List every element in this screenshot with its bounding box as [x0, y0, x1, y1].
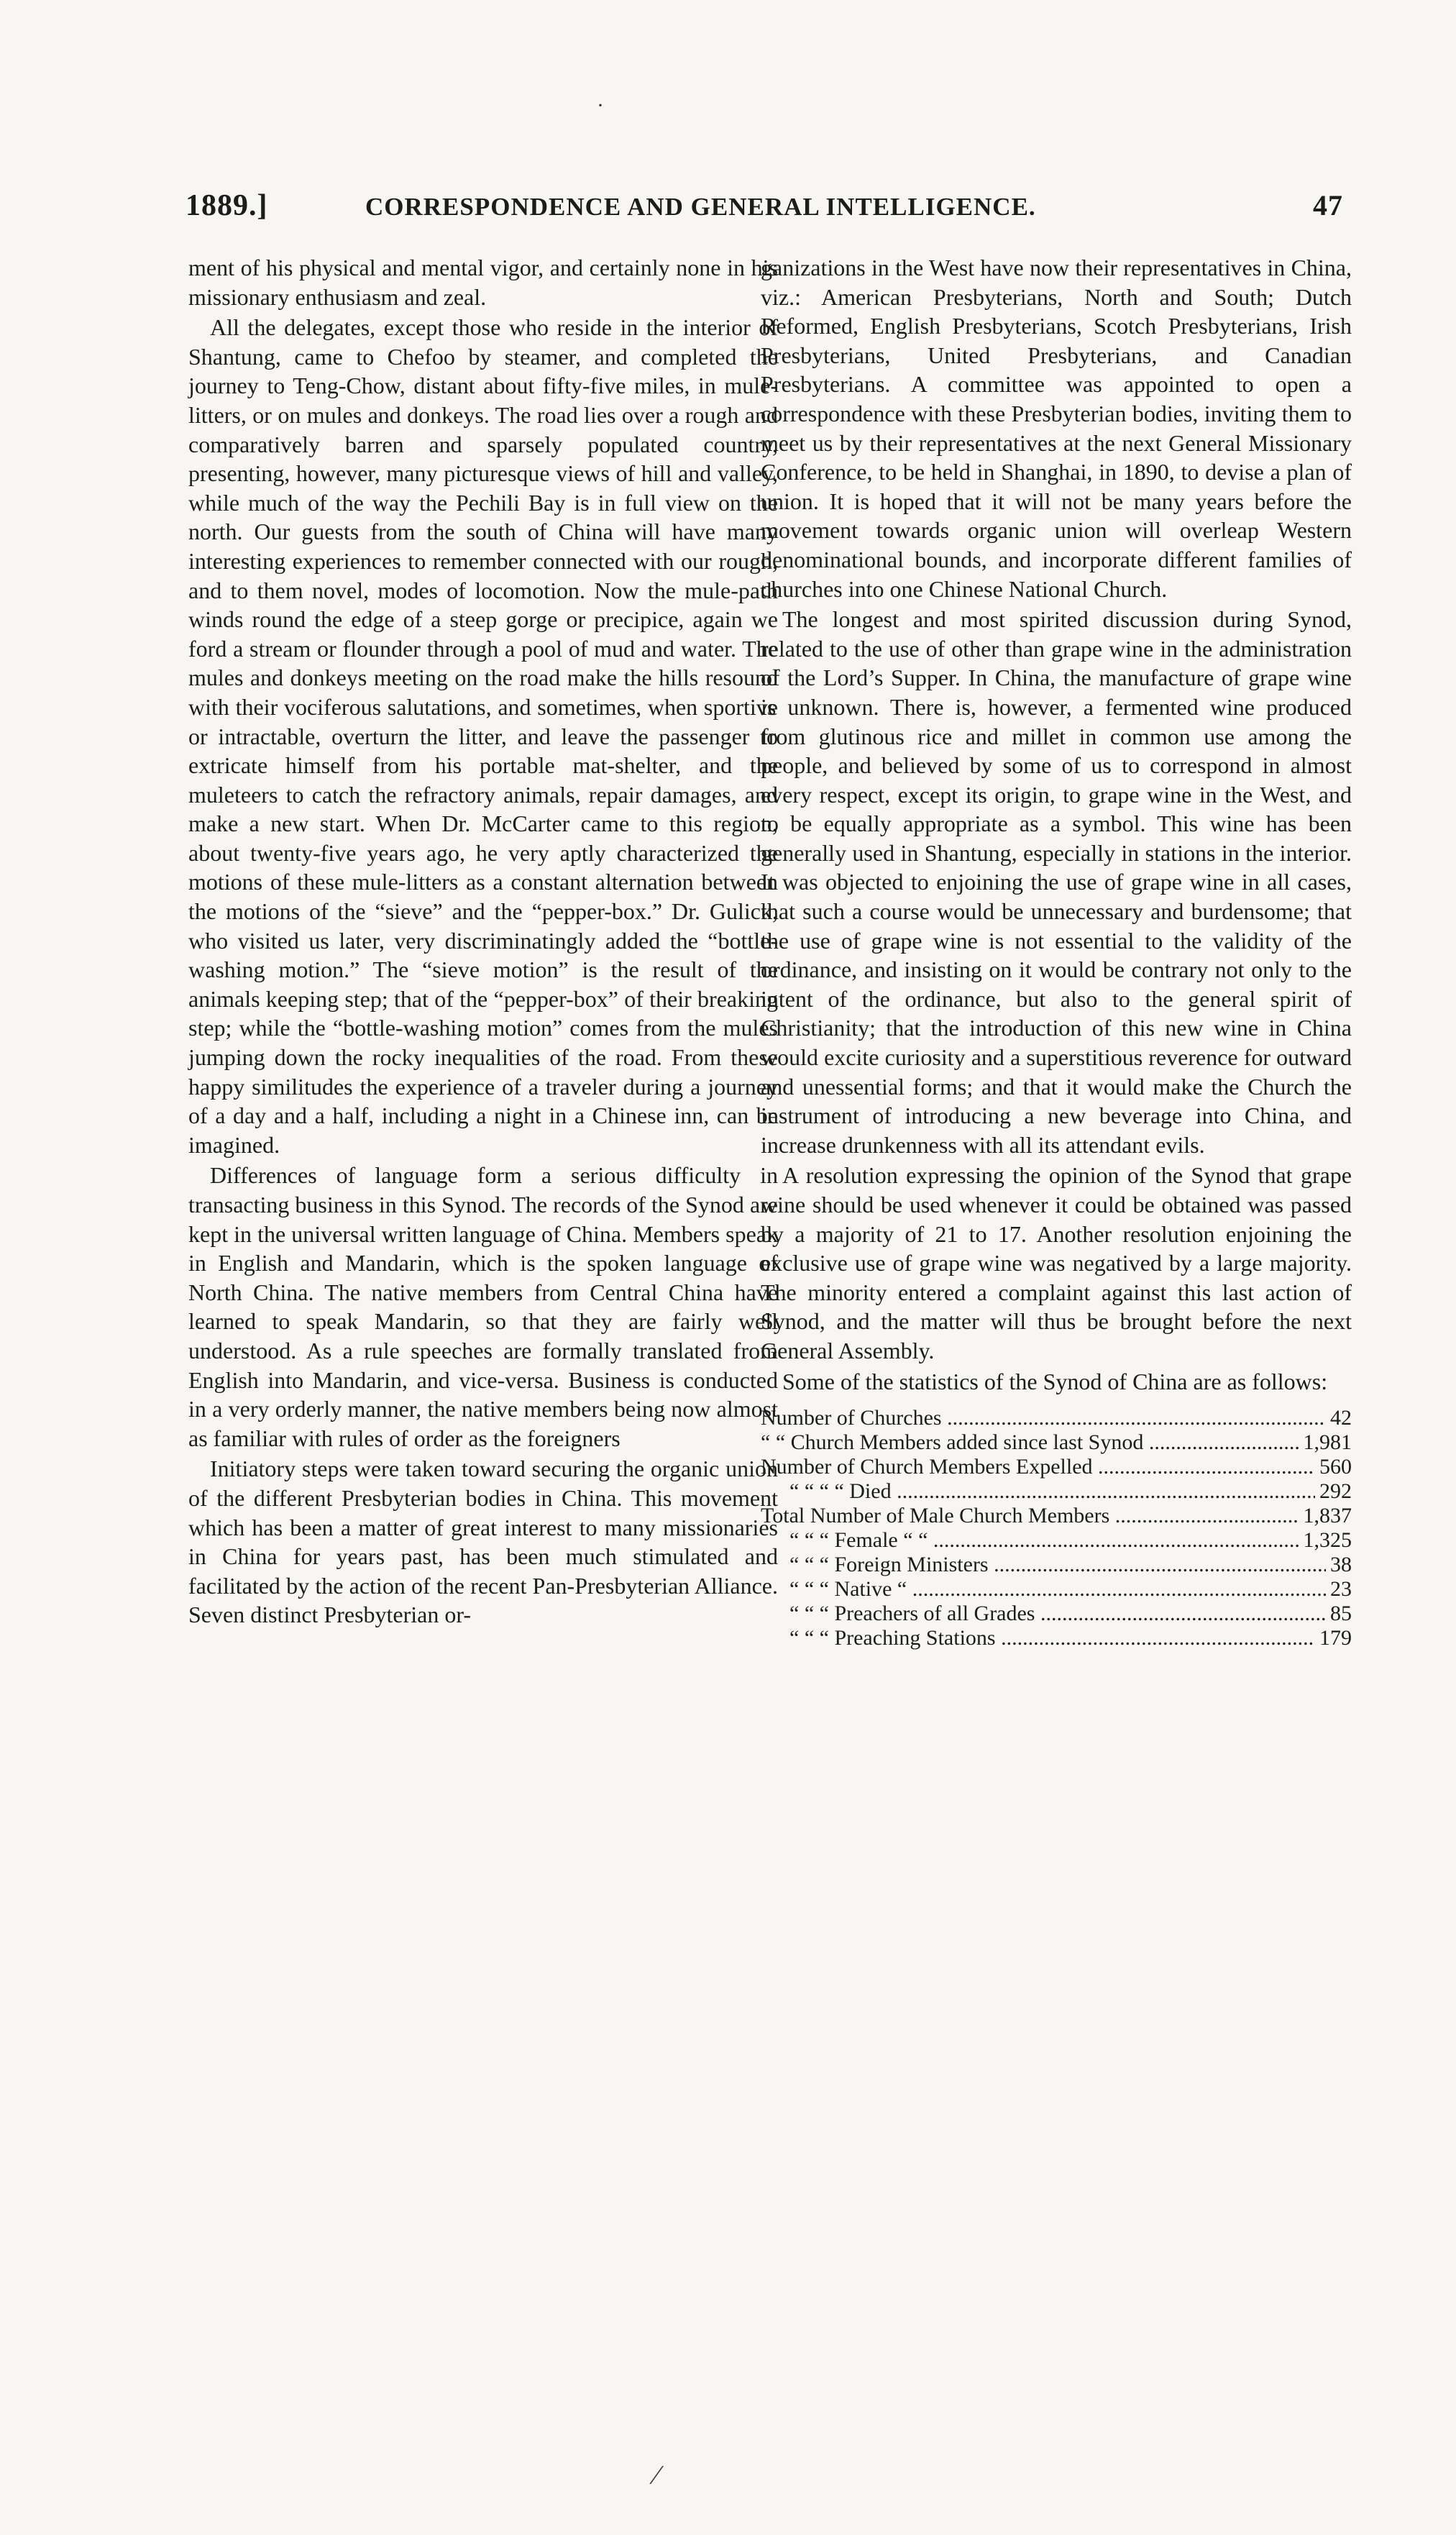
- scan-speck-mark: ·: [597, 93, 604, 117]
- paragraph: ment of his physical and mental vigor, and certainly none in his missionary enthusiasm and zeal.: [188, 255, 778, 310]
- stat-row: [761, 1406, 1352, 1430]
- stat-row: [761, 1479, 1352, 1504]
- stat-row: [761, 1553, 1352, 1577]
- stat-value: 85: [1330, 1602, 1352, 1626]
- stat-label: “ “ “ Preaching Stations .....: [761, 1626, 1315, 1650]
- stat-value: 1,837: [1303, 1504, 1352, 1528]
- stat-value: 1,981: [1303, 1430, 1352, 1455]
- stat-label: “ “ “ Female “ “ .....: [761, 1528, 1299, 1553]
- paragraph: Initiatory steps were taken toward securing the organic union of the different Presbyterian bodies in China. This movement which has been a matter of great interest to many missionaries in China for years past, has been much stimulated and facilitated by the action of the recent Pan-Presbyterian Alliance. Seven distinct Presbyterian or-: [188, 1456, 778, 1628]
- stat-label: “ “ Church Members added since last Synod .....: [761, 1430, 1299, 1455]
- statistics-table: [761, 1406, 1352, 1650]
- stat-label: Number of Church Members Expelled .....: [761, 1455, 1315, 1479]
- stat-row: [761, 1528, 1352, 1553]
- scan-stroke-mark: ⁄: [654, 2460, 659, 2490]
- paragraph: A resolution expressing the opinion of the Synod that grape wine should be used whenever it could be obtained was passed by a majority of 21 to 17. Another resolution enjoining the exclusive use of grape wine was negatived by a large majority. The minority entered a complaint against this last action of Synod, and the matter will thus be brought before the next General Assembly.: [761, 1162, 1352, 1364]
- stat-value: 38: [1330, 1553, 1352, 1577]
- stat-value: 292: [1319, 1479, 1352, 1504]
- stat-label: “ “ “ Foreign Ministers .....: [761, 1553, 1326, 1577]
- paragraph: All the delegates, except those who reside in the interior of Shantung, came to Chefoo by steamer, and completed the journey to Teng-Chow, distant about fifty-five miles, in mule-litters, or on mules and donkeys. The road lies over a rough and comparatively barren and sparsely populated country, presenting, however, many picturesque views of hill and valley, while much of the way the Pechili Bay is in full view on the north. Our guests from the south of China will have many interesting experiences to remember connected with our rough, and to them novel, modes of locomotion. Now the mule-path winds round the edge of a steep gorge or precipice, again we ford a stream or flounder through a pool of mud and water. The mules and donkeys meeting on the road make the hills resound with their vociferous salutations, and sometimes, when sportive or intractable, overturn the litter, and leave the passenger to extricate himself from his portable mat-shelter, and the muleteers to catch the refractory animals, repair damages, and make a new start. When Dr. McCarter came to this region, about twenty-five years ago, he very aptly characterized the motions of these mule-litters as a constant alternation between the motions of the “sieve” and the “pepper-box.” Dr. Gulick, who visited us later, very discriminatingly added the “bottle-washing motion.” The “sieve motion” is the result of the animals keeping step; that of the “pepper-box” of their breaking step; while the “bottle-washing motion” comes from the mules jumping down the rocky inequalities of the road. From these happy similitudes the experience of a traveler during a journey of a day and a half, including a night in a Chinese inn, can be imagined.: [188, 314, 778, 1158]
- stat-value: 179: [1319, 1626, 1352, 1650]
- stat-row: [761, 1430, 1352, 1455]
- paragraph: The longest and most spirited discussion during Synod, related to the use of other than grape wine in the administration of the Lord’s Supper. In China, the manufacture of grape wine is unknown. There is, however, a fermented wine produced from glutinous rice and millet in common use among the people, and believed by some of us to correspond in almost every respect, except its origin, to grape wine in the West, and to be equally appropriate as a symbol. This wine has been generally used in Shantung, especially in stations in the interior. It was objected to enjoining the use of grape wine in all cases, that such a course would be unnecessary and burdensome; that the use of grape wine is not essential to the validity of the ordinance, and insisting on it would be contrary not only to the intent of the ordinance, but also to the general spirit of Christianity; that the introduction of this new wine in China would excite curiosity and a superstitious reverence for outward and unessential forms; and that it would make the Church the instrument of introducing a new beverage into China, and increase drunkenness with all its attendant evils.: [761, 606, 1352, 1158]
- header-year: 1889.]: [186, 189, 268, 222]
- paragraph: Differences of language form a serious difficulty in transacting business in this Synod. The records of the Synod are kept in the universal written language of China. Members speak in English and Mandarin, which is the spoken language of North China. The native members from Central China have learned to speak Mandarin, so that they are fairly well understood. As a rule speeches are formally translated from English into Mandarin, and vice-versa. Business is conducted in a very orderly manner, the native members being now almost as familiar with rules of order as the foreigners: [188, 1162, 778, 1451]
- left-column: [188, 253, 778, 1631]
- stat-row: [761, 1504, 1352, 1528]
- stat-label: “ “ “ Preachers of all Grades .....: [761, 1602, 1326, 1626]
- running-head: [186, 188, 1343, 232]
- stat-label: “ “ “ “ Died .....: [761, 1479, 1315, 1504]
- stat-value: 23: [1330, 1577, 1352, 1602]
- stat-row: [761, 1455, 1352, 1479]
- right-column: [761, 253, 1352, 1650]
- stat-label: “ “ “ Native “ .....: [761, 1577, 1326, 1602]
- stat-value: 560: [1319, 1455, 1352, 1479]
- paragraph: Some of the statistics of the Synod of China are as follows:: [782, 1368, 1328, 1394]
- stat-value: 1,325: [1303, 1528, 1352, 1553]
- stat-value: 42: [1330, 1406, 1352, 1430]
- stat-label: Number of Churches .....: [761, 1406, 1326, 1430]
- stat-row: [761, 1577, 1352, 1602]
- header-title: CORRESPONDENCE AND GENERAL INTELLIGENCE.: [365, 193, 1036, 221]
- stat-row: [761, 1602, 1352, 1626]
- stat-row: [761, 1626, 1352, 1650]
- stat-label: Total Number of Male Church Members .....: [761, 1504, 1299, 1528]
- page-number: 47: [1313, 189, 1343, 221]
- paragraph: ganizations in the West have now their representatives in China, viz.: American Presbyterians, North and South; Dutch Reformed, English Presbyterians, Scotch Presbyterians, Irish Presbyterians, United Presbyterians, and Canadian Presbyterians. A committee was appointed to open a correspondence with these Presbyterian bodies, inviting them to meet us by their representatives at the next General Missionary Conference, to be held in Shanghai, in 1890, to devise a plan of union. It is hoped that it will not be many years before the movement towards organic union will overleap Western denominational bounds, and incorporate different families of churches into one Chinese National Church.: [761, 255, 1352, 602]
